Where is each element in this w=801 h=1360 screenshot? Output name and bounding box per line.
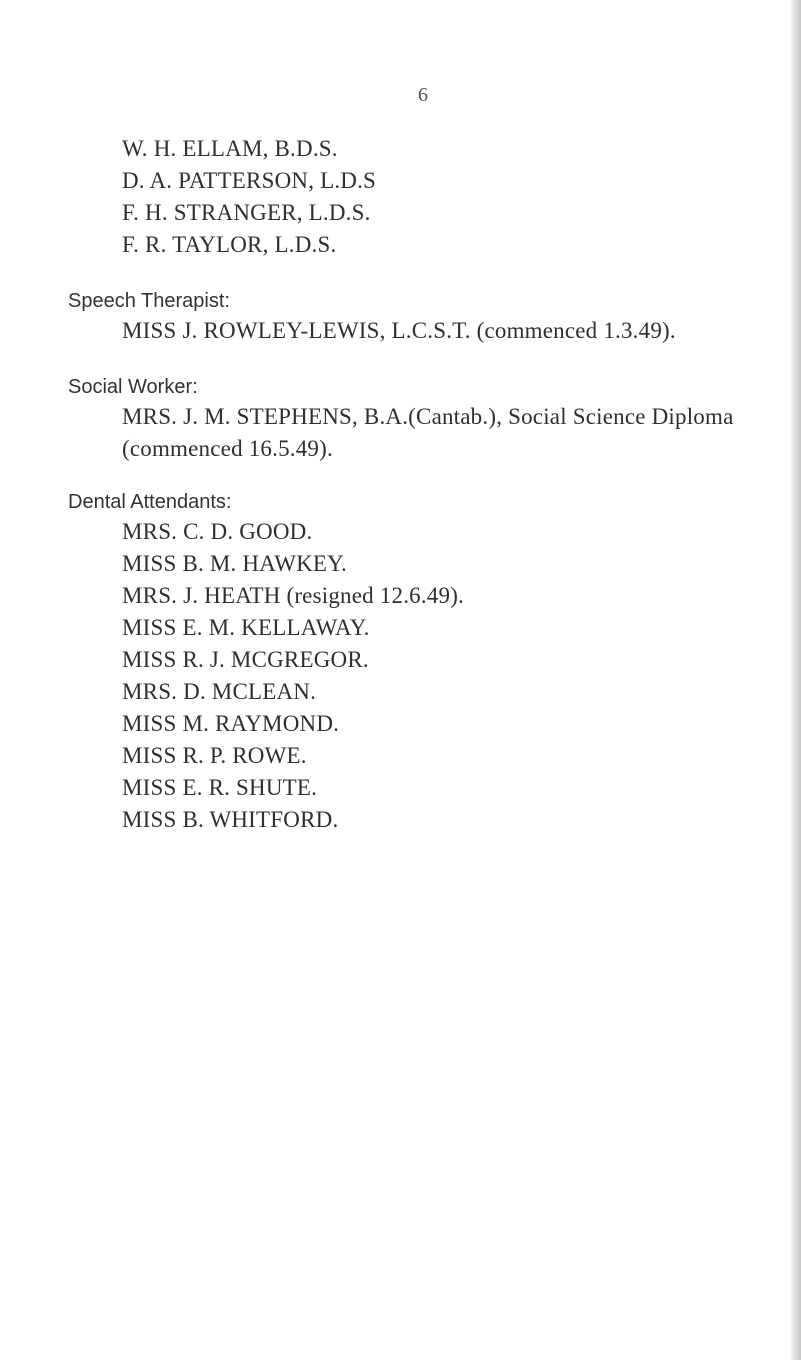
page-number: 6 bbox=[418, 84, 428, 106]
list-item: F. R. TAYLOR, L.D.S. bbox=[122, 232, 337, 257]
list-item: MISS B. M. HAWKEY. bbox=[122, 551, 347, 576]
list-item: MISS M. RAYMOND. bbox=[122, 711, 340, 736]
list-item: MRS. C. D. GOOD. bbox=[122, 519, 313, 544]
list-item: MISS E. R. SHUTE. bbox=[122, 775, 318, 800]
page-edge-shadow bbox=[789, 0, 801, 1360]
list-item: W. H. ELLAM, B.D.S. bbox=[122, 136, 338, 161]
list-item: MISS B. WHITFORD. bbox=[122, 807, 339, 832]
list-item: MISS R. J. MCGREGOR. bbox=[122, 647, 369, 672]
list-item: MRS. J. M. STEPHENS, B.A.(Cantab.), Social Science Diploma bbox=[122, 404, 734, 429]
list-item: (commenced 16.5.49). bbox=[122, 436, 333, 461]
list-item: MISS J. ROWLEY-LEWIS, L.C.S.T. (commenced 1.3.49). bbox=[122, 318, 676, 343]
list-item: F. H. STRANGER, L.D.S. bbox=[122, 200, 371, 225]
list-item: D. A. PATTERSON, L.D.S bbox=[122, 168, 377, 193]
section-heading: Dental Attendants: bbox=[68, 491, 232, 513]
list-item: MISS E. M. KELLAWAY. bbox=[122, 615, 370, 640]
list-item: MRS. J. HEATH (resigned 12.6.49). bbox=[122, 583, 464, 608]
list-item: MRS. D. MCLEAN. bbox=[122, 679, 317, 704]
section-heading: Speech Therapist: bbox=[68, 290, 230, 312]
list-item: MISS R. P. ROWE. bbox=[122, 743, 307, 768]
section-heading: Social Worker: bbox=[68, 376, 198, 398]
